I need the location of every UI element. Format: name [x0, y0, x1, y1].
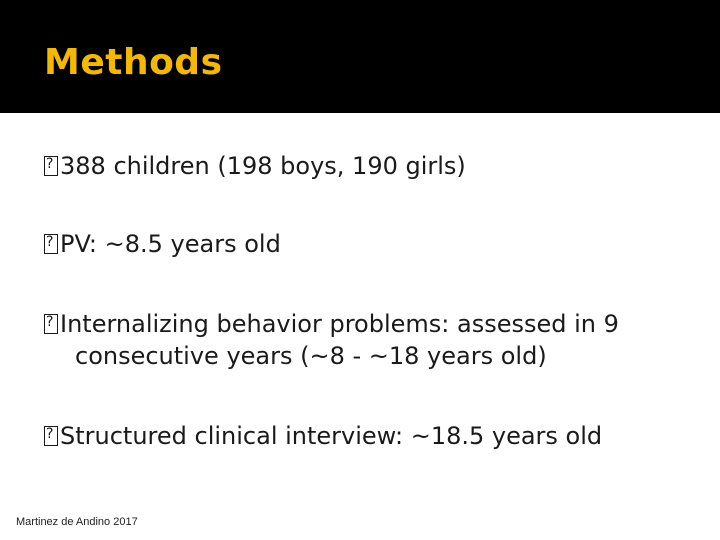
slide-title: Methods: [44, 42, 223, 83]
bullet-text: 388 children (198 boys, 190 girls): [60, 152, 466, 180]
footer-citation: Martinez de Andino 2017: [16, 516, 138, 528]
bullet-text-continuation: consecutive years (~8 - ~18 years old): [75, 342, 547, 370]
missing-glyph-icon: [44, 314, 58, 334]
bullet-text: PV: ~8.5 years old: [60, 230, 281, 258]
bullet-item: [44, 420, 602, 452]
title-bar: [0, 0, 720, 113]
missing-glyph-icon: [44, 426, 58, 446]
bullet-item: [44, 228, 281, 260]
bullet-item: [44, 150, 466, 182]
bullet-text: Structured clinical interview: ~18.5 years old: [60, 422, 603, 450]
bullet-text: Internalizing behavior problems: assessed in 9: [60, 310, 619, 338]
missing-glyph-icon: [44, 234, 58, 254]
missing-glyph-icon: [44, 156, 58, 176]
bullet-item: [44, 308, 619, 372]
